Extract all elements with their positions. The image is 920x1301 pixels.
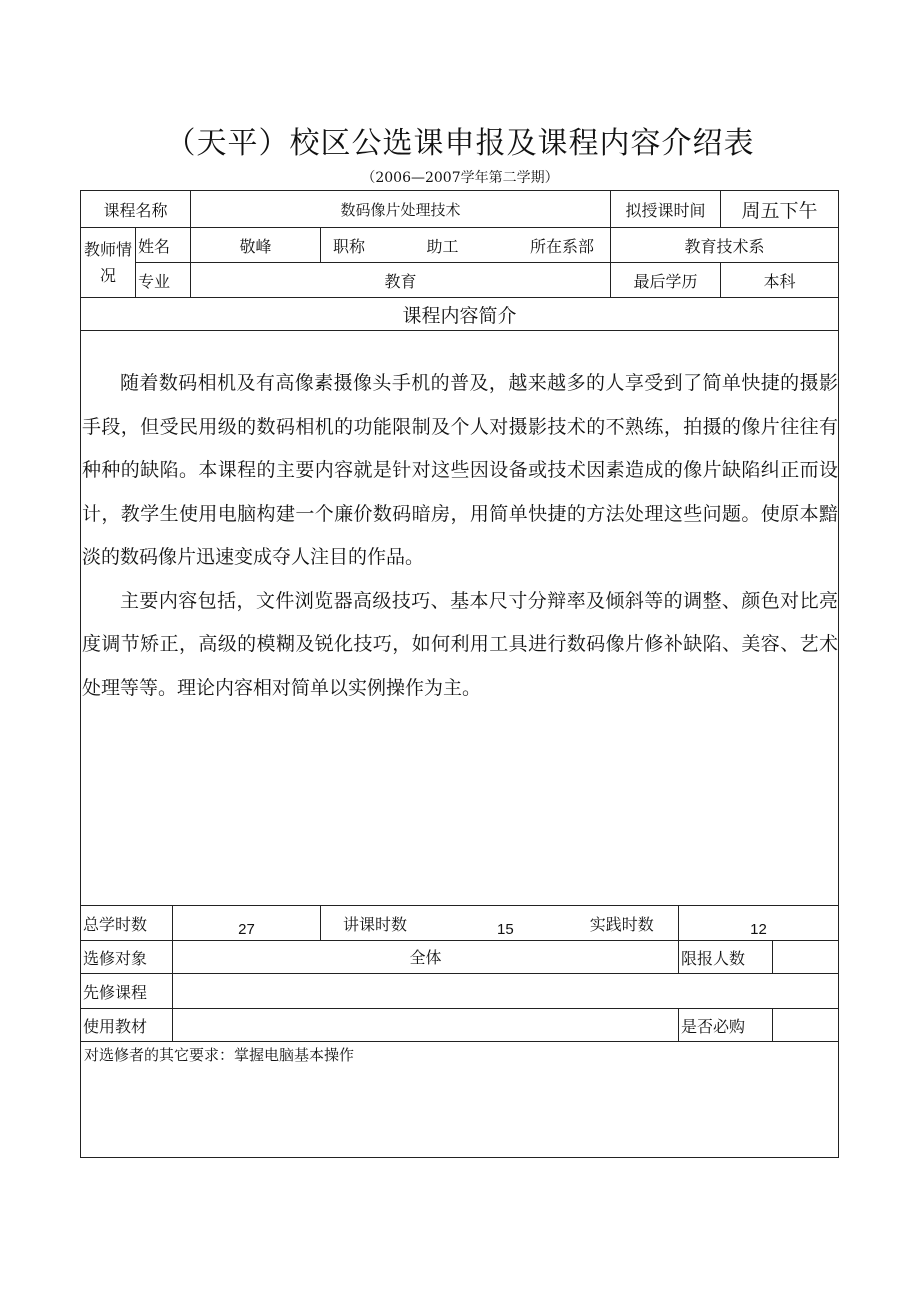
education-label: 最后学历	[610, 262, 720, 297]
practice-hours-value[interactable]: 12	[678, 905, 838, 940]
teacher-info-label: 教师情况	[80, 227, 135, 297]
major-value[interactable]: 教育	[190, 262, 610, 297]
lecture-practice-group	[320, 905, 678, 940]
name-label: 姓名	[135, 227, 190, 262]
lecture-hours-label: 讲课时数	[343, 914, 408, 934]
department-label: 所在系部	[529, 236, 594, 256]
semester-subtitle: （2006—2007学年第二学期）	[361, 170, 559, 186]
title-department-group	[320, 227, 610, 262]
major-label: 专业	[135, 262, 190, 297]
intro-heading: 课程内容简介	[80, 297, 838, 330]
total-hours-value[interactable]: 27	[172, 905, 320, 940]
lecture-hours-value[interactable]: 15	[497, 921, 514, 938]
planned-time-label: 拟授课时间	[610, 190, 720, 227]
textbook-value[interactable]	[172, 1008, 678, 1041]
practice-hours-label: 实践时数	[589, 914, 654, 934]
prereq-label: 先修课程	[80, 973, 172, 1008]
intro-body	[82, 362, 838, 710]
other-requirements-label: 对选修者的其它要求：	[84, 1046, 235, 1064]
target-value[interactable]: 全体	[172, 940, 678, 973]
textbook-label: 使用教材	[80, 1008, 172, 1041]
prereq-value[interactable]	[172, 973, 838, 1008]
title-label: 职称	[333, 236, 366, 256]
intro-paragraph-1: 随着数码相机及有高像素摄像头手机的普及，越来越多的人享受到了简单快捷的摄影手段，但受民用级的数码相机的功能限制及个人对摄影技术的不熟练，拍摄的像片往往有种种的缺陷。本课程的主要内容就是针对这些因设备或技术因素造成的像片缺陷纠正而设计，教学生使用电脑构建一个廉价数码暗房，用简单快捷的方法处理这些问题。使原本黯淡的数码像片迅速变成夺人注目的作品。	[82, 372, 838, 568]
other-requirements	[84, 1044, 354, 1065]
total-hours-label: 总学时数	[80, 905, 172, 940]
course-name-value[interactable]: 数码像片处理技术	[190, 190, 610, 227]
department-value[interactable]: 教育技术系	[610, 227, 838, 262]
required-purchase-value[interactable]	[772, 1008, 838, 1041]
intro-paragraph-2: 主要内容包括，文件浏览器高级技巧、基本尺寸分辩率及倾斜等的调整、颜色对比亮度调节矫正，高级的模糊及锐化技巧，如何利用工具进行数码像片修补缺陷、美容、艺术处理等等。理论内容相对简单以实例操作为主。	[82, 589, 838, 699]
target-label: 选修对象	[80, 940, 172, 973]
limit-label: 限报人数	[678, 940, 772, 973]
page-title: （天平）校区公选课申报及课程内容介绍表	[165, 126, 755, 161]
education-value[interactable]: 本科	[720, 262, 838, 297]
teacher-name-value[interactable]: 敬峰	[190, 227, 320, 262]
course-name-label: 课程名称	[80, 190, 190, 227]
planned-time-value[interactable]: 周五下午	[720, 190, 838, 227]
other-requirements-value[interactable]: 掌握电脑基本操作	[234, 1046, 355, 1064]
title-value[interactable]: 助工	[426, 236, 459, 256]
limit-value[interactable]	[772, 940, 838, 973]
required-purchase-label: 是否必购	[678, 1008, 772, 1041]
